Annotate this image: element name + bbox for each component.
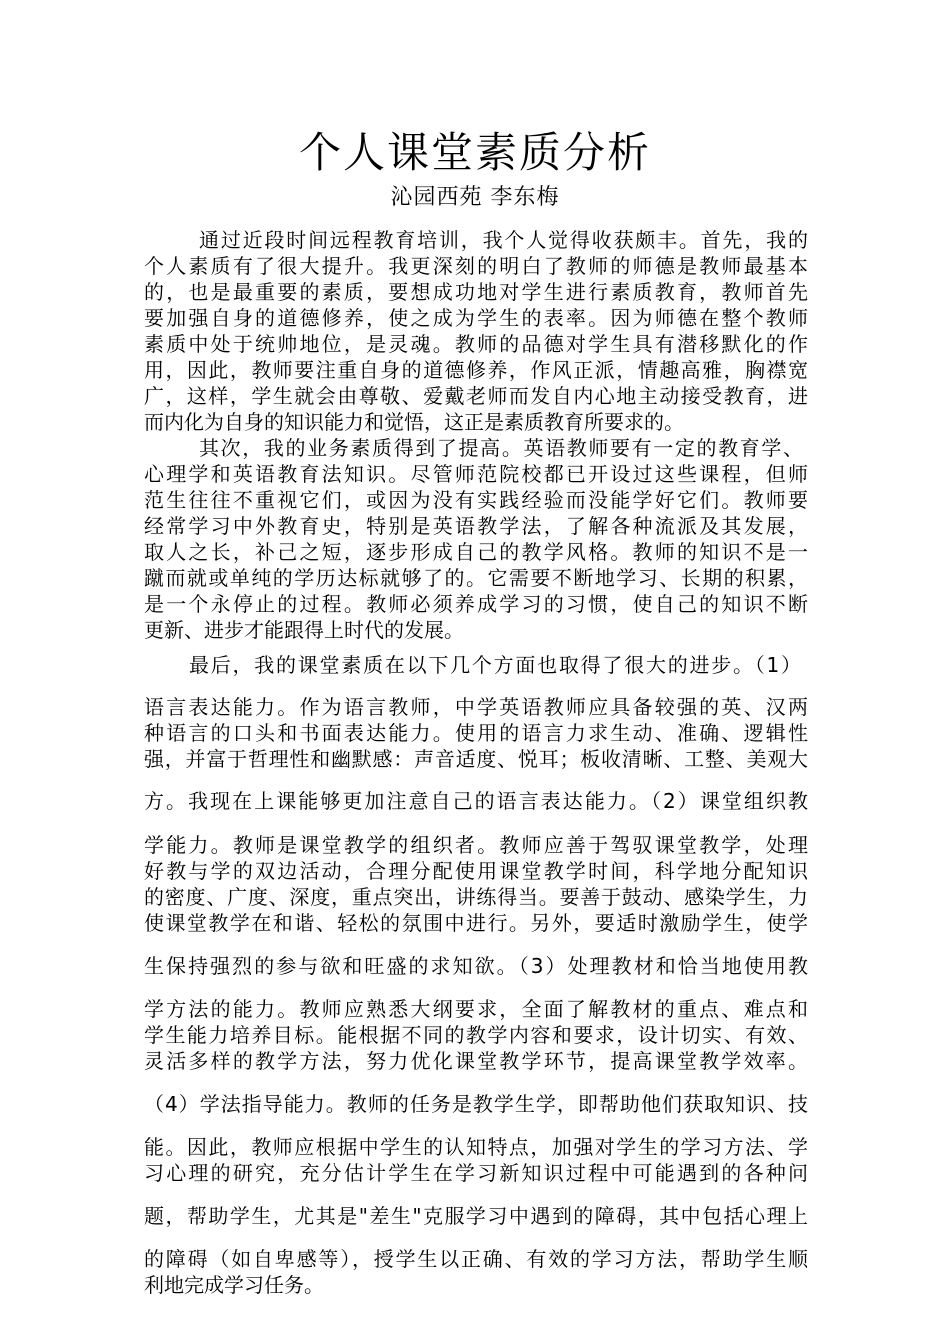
body-line: 范生往往不重视它们，或因为没有实践经验而没能学好它们。教师要 (144, 488, 808, 512)
body-line: 好教与学的双边活动，合理分配使用课堂教学时间，科学地分配知识 (144, 859, 808, 883)
body-line: 灵活多样的教学方法，努力优化课堂教学环节，提高课堂教学效率。 (144, 1049, 808, 1073)
body-line: 其次，我的业务素质得到了提高。英语教师要有一定的教育学、 (199, 436, 803, 460)
body-line: 的，也是最重要的素质，要想成功地对学生进行素质教育，教师首先 (144, 280, 808, 304)
body-line: 素质中处于统帅地位，是灵魂。教师的品德对学生具有潜移默化的作 (144, 332, 808, 356)
document-title: 个人课堂素质分析 (298, 128, 651, 177)
body-line: 蹴而就或单纯的学历达标就够了的。它需要不断地学习、长期的积累， (144, 566, 808, 590)
body-line: 种语言的口头和书面表达能力。使用的语言力求生动、准确、逻辑性 (144, 721, 808, 745)
body-line: 是一个永停止的过程。教师必须养成学习的习惯，使自己的知识不断 (144, 592, 808, 616)
body-line: 方。我现在上课能够更加注意自己的语言表达能力。（2）课堂组织教 (144, 789, 808, 813)
body-line: 强，并富于哲理性和幽默感：声音适度、悦耳；板收清晰、工整、美观大 (144, 747, 808, 771)
body-line: 个人素质有了很大提升。我更深刻的明白了教师的师德是教师最基本 (144, 254, 808, 278)
body-line: 用，因此，教师要注重自身的道德修养，作风正派，情趣高雅，胸襟宽 (144, 358, 808, 382)
body-line: 最后，我的课堂素质在以下几个方面也取得了很大的进步。（1） (189, 653, 801, 677)
body-line: 学能力。教师是课堂教学的组织者。教师应善于驾驭课堂教学，处理 (144, 833, 808, 857)
body-line: 学生能力培养目标。能根据不同的教学内容和要求，设计切实、有效、 (144, 1023, 808, 1047)
body-line: 更新、进步才能跟得上时代的发展。 (144, 618, 464, 642)
body-line: 广，这样，学生就会由尊敬、爱戴老师而发自内心地主动接受教育，进 (144, 384, 808, 408)
body-line: 题，帮助学生，尤其是"差生"克服学习中遇到的障碍，其中包括心理上 (144, 1204, 808, 1228)
body-line: 学方法的能力。教师应熟悉大纲要求，全面了解教材的重点、难点和 (144, 997, 808, 1021)
body-line: 的障碍（如自卑感等），授学生以正确、有效的学习方法，帮助学生顺 (144, 1247, 808, 1271)
body-line: 的密度、广度、深度，重点突出，讲练得当。要善于鼓动、感染学生，力 (144, 885, 808, 909)
body-line: 语言表达能力。作为语言教师，中学英语教师应具备较强的英、汉两 (144, 695, 808, 719)
body-line: 而内化为自身的知识能力和觉悟，这正是素质教育所要求的。 (144, 410, 684, 434)
body-line: 要加强自身的道德修养，使之成为学生的表率。因为师德在整个教师 (144, 306, 808, 330)
body-line: 心理学和英语教育法知识。尽管师范院校都已开设过这些课程，但师 (144, 462, 808, 486)
body-line: 通过近段时间远程教育培训，我个人觉得收获颇丰。首先，我的 (199, 228, 808, 252)
body-line: 利地完成学习任务。 (144, 1273, 324, 1297)
body-line: 生保持强烈的参与欲和旺盛的求知欲。（3）处理教材和恰当地使用教 (144, 954, 808, 978)
body-line: 经常学习中外教育史，特别是英语教学法，了解各种流派及其发展， (144, 514, 808, 538)
body-line: 能。因此，教师应根据中学生的认知特点，加强对学生的学习方法、学 (144, 1135, 808, 1159)
body-line: 习心理的研究，充分估计学生在学习新知识过程中可能遇到的各种问 (144, 1161, 808, 1185)
document-author: 沁园西苑 李东梅 (390, 185, 560, 210)
body-line: （4）学法指导能力。教师的任务是教学生学，即帮助他们获取知识、技 (144, 1092, 808, 1116)
body-line: 使课堂教学在和谐、轻松的氛围中进行。另外，要适时激励学生，使学 (144, 911, 808, 935)
body-line: 取人之长，补己之短，逐步形成自己的教学风格。教师的知识不是一 (144, 540, 808, 564)
